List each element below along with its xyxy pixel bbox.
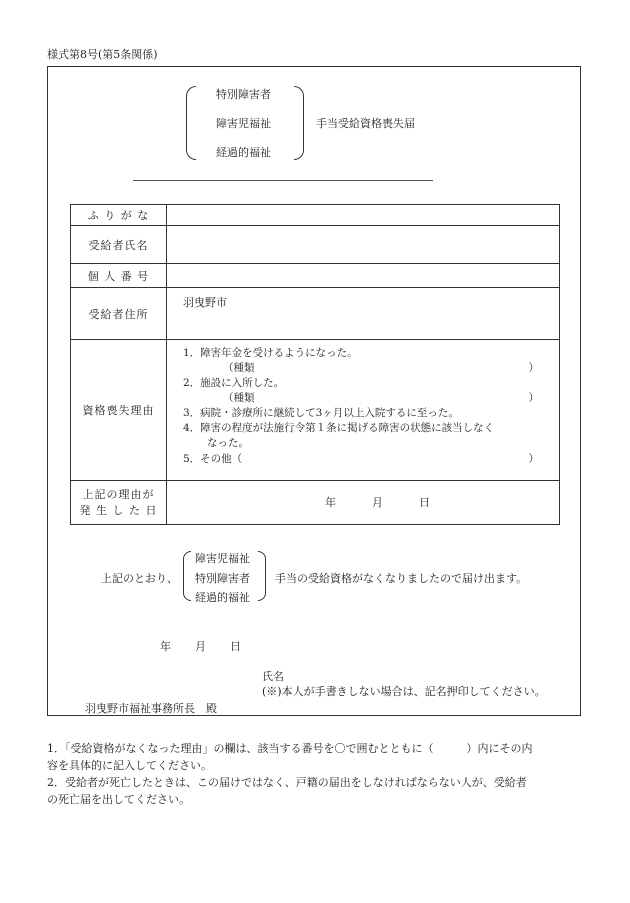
- reason-5: 5．その他（ ）: [183, 453, 539, 465]
- title-right-brace: [294, 86, 304, 160]
- declaration-option-3: 経過的福祉: [195, 591, 250, 604]
- name-row: [71, 226, 560, 264]
- declaration-prefix: 上記のとおり、: [101, 572, 178, 585]
- submit-day: 日: [230, 640, 241, 653]
- address-value: 羽曳野市: [183, 296, 227, 309]
- furigana-label: ふ り が な: [71, 205, 167, 226]
- note-2-cont: の死亡届を出してください。: [47, 793, 190, 806]
- personal-number-row: [71, 264, 560, 288]
- form-title: 手当受給資格喪失届: [316, 117, 415, 130]
- note-1-cont: 容を具体的に記入してください。: [47, 759, 212, 772]
- title-option-3: 経過的福祉: [216, 146, 271, 159]
- declaration-left-brace: [183, 551, 191, 601]
- form-number: 様式第8号(第5条関係): [47, 48, 158, 61]
- form-table: [70, 204, 560, 525]
- declaration-text: 手当の受給資格がなくなりましたので届け出ます。: [275, 572, 528, 585]
- date-field[interactable]: [167, 481, 560, 525]
- title-option-2: 障害児福祉: [216, 117, 271, 130]
- personal-number-label: 個 人 番 号: [71, 264, 167, 288]
- name-field[interactable]: [167, 226, 560, 264]
- furigana-row: [71, 205, 560, 226]
- reason-1-type: （種類 ）: [223, 362, 539, 374]
- reason-label: 資格喪失理由: [71, 340, 167, 481]
- reason-2: 2．施設に入所した。: [183, 377, 285, 389]
- reason-field[interactable]: [167, 340, 560, 481]
- occur-day: 日: [419, 496, 430, 509]
- submit-year: 年: [160, 640, 171, 653]
- note-2: 2．受給者が死亡したときは、この届けではなく、戸籍の届出をしなければならない人が、受給者: [47, 776, 527, 789]
- addressee: 羽曳野市福祉事務所長 殿: [85, 702, 217, 715]
- date-label: 上記の理由が 発 生 し た 日: [71, 481, 167, 525]
- occur-year: 年: [325, 496, 336, 509]
- reason-row: [71, 340, 560, 481]
- declaration-right-brace: [258, 551, 266, 601]
- address-label: 受給者住所: [71, 288, 167, 340]
- name-label: 受給者氏名: [71, 226, 167, 264]
- declaration-option-2: 特別障害者: [195, 572, 250, 585]
- reason-1: 1．障害年金を受けるようになった。: [183, 347, 358, 359]
- address-row: [71, 288, 560, 340]
- reason-4-cont: なった。: [207, 437, 249, 449]
- title-underline: [133, 180, 433, 181]
- reason-2-type: （種類 ）: [223, 392, 539, 404]
- personal-number-field[interactable]: [167, 264, 560, 288]
- signature-note: (※)本人が手書きしない場合は、記名押印してください。: [262, 685, 546, 698]
- note-1: 1．「受給資格がなくなった理由」の欄は、該当する番号を〇で囲むとともに（ ）内にその内: [47, 742, 533, 755]
- occur-month: 月: [372, 496, 383, 509]
- address-field[interactable]: [167, 288, 560, 340]
- signature-name-label: 氏名: [262, 670, 284, 683]
- submit-month: 月: [195, 640, 206, 653]
- date-row: [71, 481, 560, 525]
- reason-3: 3．病院・診療所に継続して3ヶ月以上入院するに至った。: [183, 407, 459, 419]
- declaration-option-1: 障害児福祉: [195, 552, 250, 565]
- title-left-brace: [186, 86, 196, 160]
- title-option-1: 特別障害者: [216, 88, 271, 101]
- furigana-field[interactable]: [167, 205, 560, 226]
- reason-4: 4．障害の程度が法施行令第１条に掲げる障害の状態に該当しなく: [183, 422, 495, 434]
